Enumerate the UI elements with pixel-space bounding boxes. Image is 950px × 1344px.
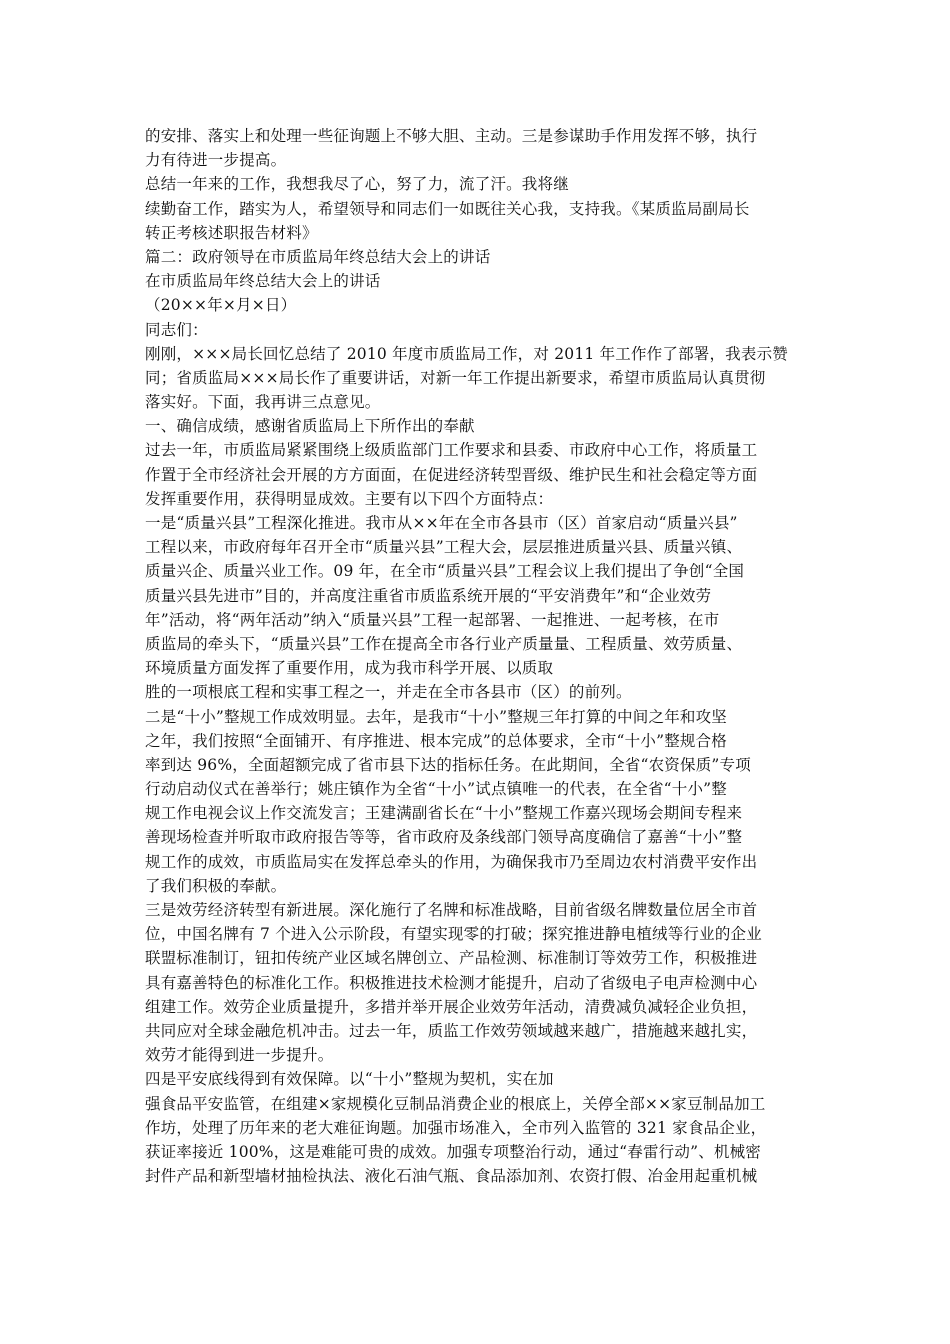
text-line: 共同应对全球金融危机冲击。过去一年，质监工作效劳领域越来越广，措施越来越扎实， — [145, 1021, 758, 1040]
document-body — [145, 124, 808, 1188]
text-line: 作坊，处理了历年来的老大难征询题。加强市场准入，全市列入监管的 321 家食品企业， — [145, 1118, 767, 1137]
text-line: 二是“十小”整规工作成效明显。去年，是我市“十小”整规三年打算的中间之年和攻坚 — [145, 707, 727, 726]
text-line: 强食品平安监管，在组建×家规模化豆制品消费企业的根底上，关停全部××家豆制品加工 — [145, 1094, 766, 1113]
text-line: 联盟标准制订，钮扣传统产业区域名牌创立、产品检测、标准制订等效劳工作，积极推进 — [145, 949, 758, 968]
text-line: 了我们积极的奉献。 — [145, 876, 287, 895]
text-line: 胜的一项根底工程和实事工程之一，并走在全市各县市（区）的前列。 — [145, 683, 632, 702]
text-line: 效劳才能得到进一步提升。 — [145, 1046, 334, 1065]
text-line: 之年，我们按照“全面铺开、有序推进、根本完成”的总体要求，全市“十小”整规合格 — [145, 731, 727, 750]
text-line: 规工作的成效，市质监局实在发挥总牵头的作用，为确保我市乃至周边农村消费平安作出 — [145, 852, 758, 871]
text-line: 三是效劳经济转型有新进展。深化施行了名牌和标准战略，目前省级名牌数量位居全市首 — [145, 901, 758, 919]
text-line: 力有待进一步提高。 — [145, 151, 287, 170]
text-line: 四是平安底线得到有效保障。以“十小”整规为契机，实在加 — [145, 1070, 554, 1089]
speech-title: 在市质监局年终总结大会上的讲话 — [145, 272, 381, 291]
text-line: 一是“质量兴县”工程深化推进。我市从××年在全市各县市（区）首家启动“质量兴县” — [145, 514, 738, 532]
text-line: 位，中国名牌有 7 个进入公示阶段，有望实现零的打破；探究推进静电植绒等行业的企业 — [145, 925, 762, 944]
text-line: 过去一年，市质监局紧紧围绕上级质监部门工作要求和县委、市政府中心工作，将质量工 — [145, 441, 758, 460]
text-line: 的安排、落实上和处理一些征询题上不够大胆、主动。三是参谋助手作用发挥不够，执行 — [145, 127, 758, 145]
text-line: 工程以来，市政府每年召开全市“质量兴县”工程大会，层层推进质量兴县、质量兴镇、 — [145, 538, 743, 557]
text-line: 规工作电视会议上作交流发言；王建满副省长在“十小”整规工作嘉兴现场会期间专程来 — [145, 804, 743, 823]
text-line: 续勤奋工作，踏实为人，希望领导和同志们一如既往关心我，支持我。《某质监局副局长 — [145, 199, 750, 218]
text-line: 转正考核述职报告材料》 — [145, 223, 318, 242]
text-line: 组建工作。效劳企业质量提升，多措并举开展企业效劳年活动，清费减负减轻企业负担， — [145, 997, 758, 1016]
text-line: 质监局的牵头下，“质量兴县”工作在提高全市各行业产质量量、工程质量、效劳质量、 — [145, 634, 743, 653]
text-line: 质量兴企、质量兴业工作。09 年，在全市“质量兴县”工程会议上我们提出了争创“全国 — [145, 562, 745, 581]
text-line: 善现场检查并听取市政府报告等等，省市政府及条线部门领导高度确信了嘉善“十小”整 — [145, 828, 743, 847]
text-line: 刚刚，×××局长回忆总结了 2010 年度市质监局工作，对 2011 年工作作了部署，我表示赞 — [145, 344, 788, 363]
text-line: 行动启动仪式在善举行；姚庄镇作为全省“十小”试点镇唯一的代表，在全省“十小”整 — [145, 780, 727, 799]
text-line: 落实好。下面，我再讲三点意见。 — [145, 393, 381, 412]
text-line: 年”活动，将“两年活动”纳入“质量兴县”工程一起部署、一起推进、一起考核，在市 — [145, 610, 720, 629]
speech-date: （20××年×月×日） — [145, 296, 297, 315]
text-line: 总结一年来的工作，我想我尽了心，努了力，流了汗。我将继 — [145, 175, 569, 194]
salutation: 同志们： — [145, 320, 208, 339]
text-line: 作置于全市经济社会开展的方方面面，在促进经济转型晋级、维护民生和社会稳定等方面 — [145, 465, 758, 484]
text-line: 获证率接近 100%，这是难能可贵的成效。加强专项整治行动，通过“春雷行动”、机械密 — [145, 1142, 761, 1161]
text-line: 具有嘉善特色的标准化工作。积极推进技术检测才能提升，启动了省级电子电声检测中心 — [145, 973, 758, 992]
text-line: 率到达 96%，全面超额完成了省市县下达的指标任务。在此期间，全省“农资保质”专项 — [145, 755, 751, 774]
text-line: 发挥重要作用，获得明显成效。主要有以下四个方面特点： — [145, 489, 554, 508]
text-line: 封件产品和新型墙材抽检执法、液化石油气瓶、食品添加剂、农资打假、冶金用起重机械 — [145, 1167, 758, 1186]
subsection-heading: 一、确信成绩，感谢省质监局上下所作出的奉献 — [145, 417, 475, 436]
text-line: 同；省质监局×××局长作了重要讲话，对新一年工作提出新要求，希望市质监局认真贯彻 — [145, 368, 766, 387]
section-heading: 篇二：政府领导在市质监局年终总结大会上的讲话 — [145, 247, 491, 266]
text-line: 质量兴县先进市”目的，并高度注重省市质监系统开展的“平安消费年”和“企业效劳 — [145, 586, 712, 605]
text-line: 环境质量方面发挥了重要作用，成为我市科学开展、以质取 — [145, 659, 554, 678]
